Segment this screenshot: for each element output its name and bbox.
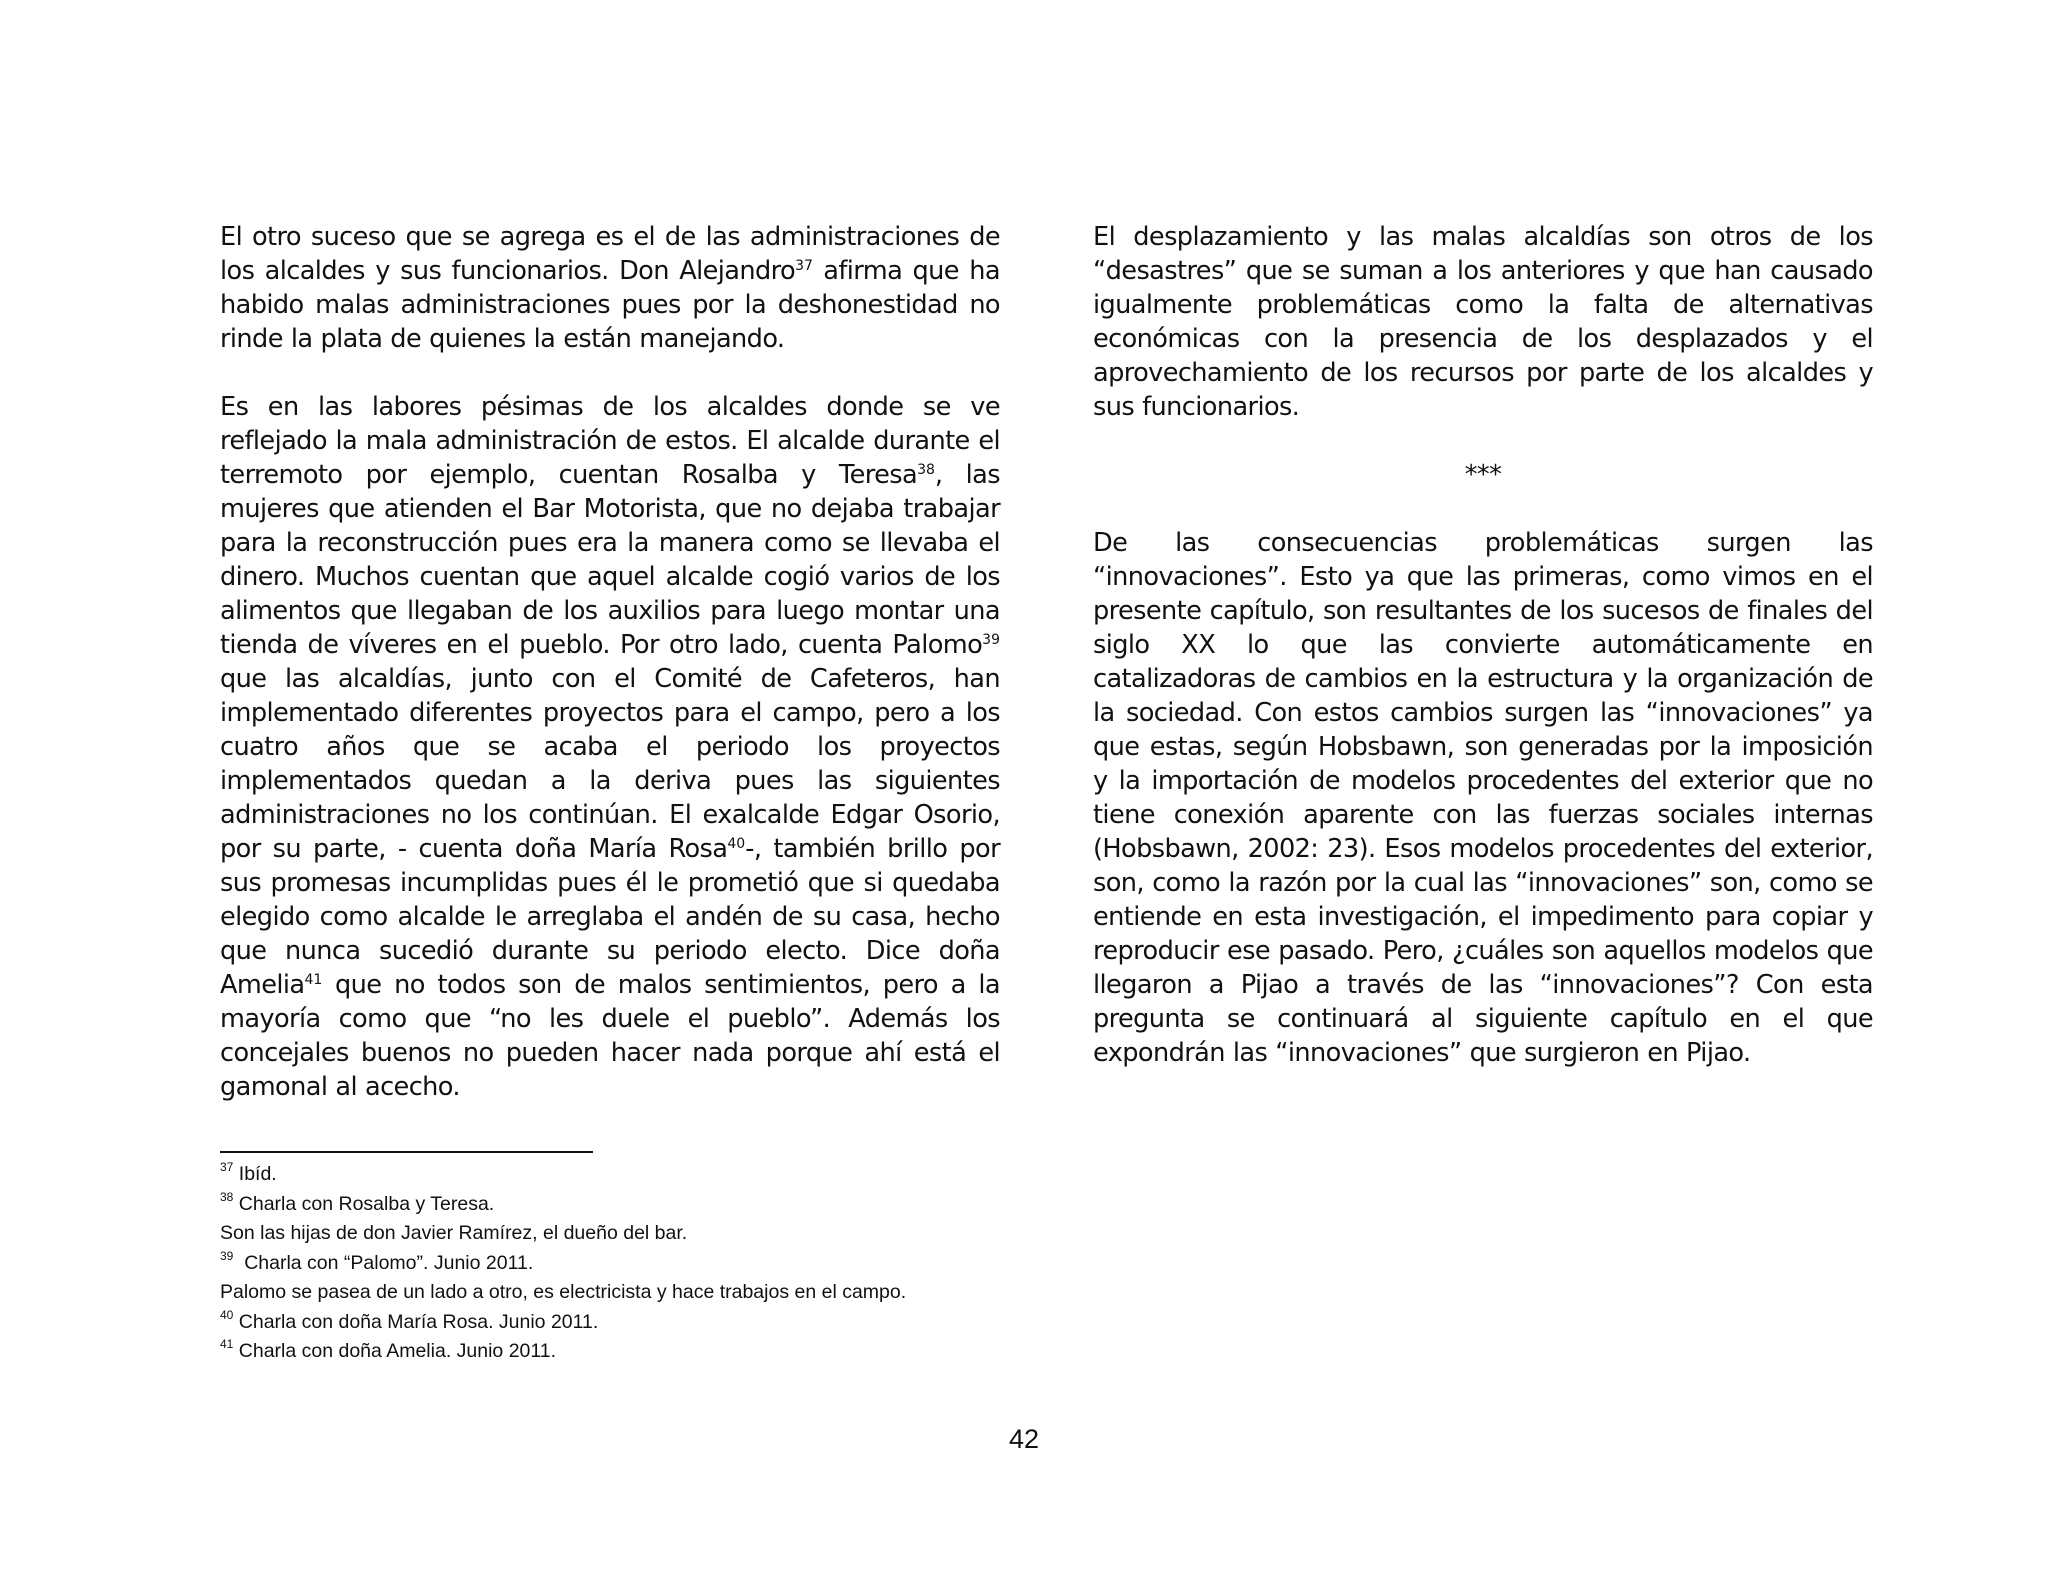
footnote-number: 41 xyxy=(220,1337,234,1351)
paragraph: El otro suceso que se agrega es el de las administraciones de los alcaldes y sus funcionarios. Don Alejandro$^{37}$ afirma que ha habido malas administraciones pues por la deshonestidad no rinde la plata de quienes la están manejando. xyxy=(220,222,1000,354)
footnote-number: 38 xyxy=(220,1189,234,1204)
paragraph: Es en las labores pésimas de los alcaldes donde se ve reflejado la mala administración de estos. El alcalde durante el terremoto por ejemplo, cuentan Rosalba y Teresa$^{38}$, las mujeres que atienden el Bar Motorista, que no dejaba trabajar para la reconstrucción pues era la manera como se llevaba el dinero. Muchos cuentan que aquel alcalde cogió varios de los alimentos que llegaban de los auxilios para luego montar una tienda de víveres en el pueblo. Por otro lado, cuenta Palomo$^{39}$ que las alcaldías, junto con el Comité de Cafeteros, han implementado diferentes proyectos para el campo, pero a los cuatro años que se acaba el periodo los proyectos implementados quedan a la deriva pues las siguientes administraciones no los continúan. El exalcalde Edgar Osorio, por su parte, - cuenta doña María Rosa$^{40}$-, también brillo por sus promesas incumplidas pues él le prometió que si quedaba elegido como alcalde le arreglaba el andén de su casa, hecho que nunca sucedió durante su periodo electo. Dice doña Amelia$^{41}$ que no todos son de malos sentimientos, pero a la mayoría como que “no les duele el pueblo”. Además los concejales buenos no pueden hacer nada porque ahí está el gamonal al acecho. xyxy=(220,392,1000,1102)
footnote-ref[interactable]: 41 xyxy=(304,972,323,988)
paragraph: El desplazamiento y las malas alcaldías son otros de los “desastres” que se suman a los anteriores y que han causado igualmente problemáticas como la falta de alternativas económicas con la presencia de los desplazados y el aprovechamiento de los recursos por parte de los alcaldes y sus funcionarios. xyxy=(1093,222,1873,422)
footnote-ref[interactable]: 40 xyxy=(727,836,746,852)
footnote-ref[interactable]: 38 xyxy=(917,462,935,478)
footnote: $^{37}$ Ibíd. xyxy=(220,1160,277,1185)
footnote: $^{39}$ Charla con “Palomo”. Junio 2011. xyxy=(220,1248,534,1274)
footnote-continuation: Palomo se pasea de un lado a otro, es electricista y hace trabajos en el campo. xyxy=(220,1281,907,1303)
left-column xyxy=(220,220,1000,1104)
footnote-number: 37 xyxy=(220,1160,234,1174)
page-number: 42 xyxy=(1008,1424,1040,1454)
footnote-ref[interactable]: 39 xyxy=(982,632,1000,648)
footnote: $^{38}$ Charla con Rosalba y Teresa. xyxy=(220,1189,495,1215)
footnote: $^{41}$ Charla con doña Amelia. Junio 2011. xyxy=(220,1337,557,1362)
section-separator: *** xyxy=(1464,460,1502,490)
footnotes xyxy=(220,1160,1020,1367)
footnote-divider xyxy=(220,1151,593,1153)
footnote-continuation: Son las hijas de don Javier Ramírez, el dueño del bar. xyxy=(220,1222,688,1244)
right-column xyxy=(1093,220,1873,1070)
footnote: $^{40}$ Charla con doña María Rosa. Junio 2011. xyxy=(220,1307,599,1333)
footnote-number: 39 xyxy=(220,1248,234,1263)
footnote-number: 40 xyxy=(220,1307,234,1322)
footnote-ref[interactable]: 37 xyxy=(795,258,813,274)
paragraph: De las consecuencias problemáticas surgen las “innovaciones”. Esto ya que las primeras, como vimos en el presente capítulo, son resultantes de los sucesos de finales del siglo XX lo que las convierte automáticamente en catalizadoras de cambios en la estructura y la organización de la sociedad. Con estos cambios surgen las “innovaciones” ya que estas, según Hobsbawn, son generadas por la imposición y la importación de modelos procedentes del exterior que no tiene conexión aparente con las fuerzas sociales internas (Hobsbawn, 2002: 23). Esos modelos procedentes del exterior, son, como la razón por la cual las “innovaciones” son, como se entiende en esta investigación, el impedimento para copiar y reproducir ese pasado. Pero, ¿cuáles son aquellos modelos que llegaron a Pijao a través de las “innovaciones”? Con esta pregunta se continuará al siguiente capítulo en el que expondrán las “innovaciones” que surgieron en Pijao. xyxy=(1093,528,1873,1068)
